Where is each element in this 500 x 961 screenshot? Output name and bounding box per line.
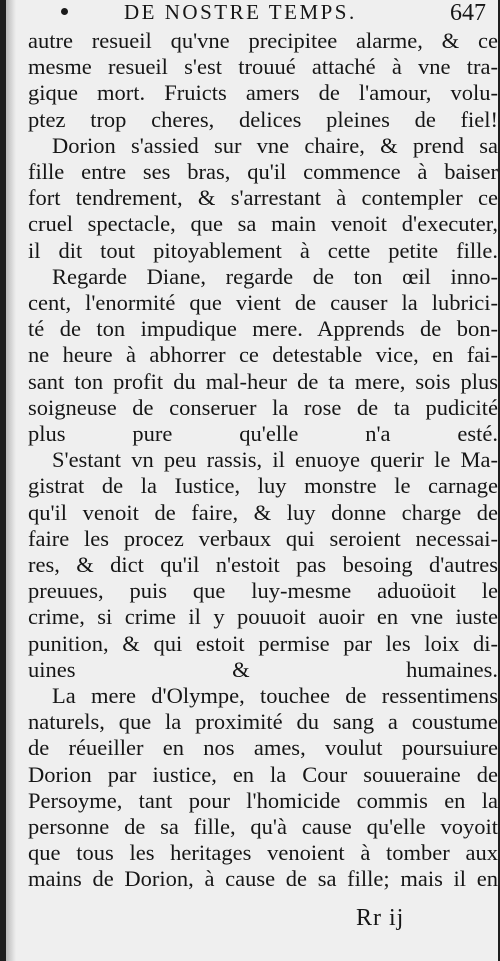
text-line: cent, l'enormité que vient de causer la lubrici- [28, 290, 498, 315]
text-line: personne de sa fille, qu'à cause qu'elle voyoit [28, 814, 498, 839]
text-line: Regarde Diane, regarde de ton œil inno- [52, 263, 498, 289]
text-line: que tous les heritages venoient à tomber aux [28, 840, 498, 866]
text-line: té de ton impudique mere. Apprends de bon- [28, 316, 498, 342]
text-line: ne heure à abhorrer ce detestable vice, en fai- [28, 342, 498, 368]
text-line: Dorion par iustice, en la Cour souueraine de [28, 761, 498, 787]
text-line: mains de Dorion, à cause de sa fille; mais il en [28, 866, 498, 892]
text-line: faire les procez verbaux qui seroient necessai- [28, 525, 498, 551]
ink-mark [61, 8, 68, 15]
text-line: il dit tout pitoyablement à cette petite fille. [28, 237, 498, 263]
text-line: uines & humaines. [28, 656, 498, 682]
text-line: S'estant vn peu rassis, il enuoye querir le Ma- [52, 447, 498, 473]
text-line: gique mort. Fruicts amers de l'amour, volu- [28, 80, 498, 106]
text-line: soigneuse de conseruer la rose de ta pudicité [28, 394, 498, 420]
text-line: cruel spectacle, que sa main venoit d'executer, [28, 211, 498, 237]
running-head: DE NOSTRE TEMPS. [124, 0, 357, 24]
text-line: ptez trop cheres, delices pleines de fiel! [28, 106, 498, 132]
text-line: gistrat de la Iustice, luy monstre le carnage [28, 473, 498, 499]
text-line: Persoyme, tant pour l'homicide commis en la [28, 787, 498, 813]
text-line: naturels, que la proximité du sang a coustume [28, 709, 498, 735]
text-line: fille entre ses bras, qu'il commence à baiser [28, 159, 498, 184]
text-line: fort tendrement, & s'arrestant à contempler ce [28, 185, 498, 211]
text-line: de réueiller en nos ames, voulut poursuiure [28, 735, 498, 761]
text-line: Dorion s'assied sur vne chaire, & prend sa [52, 132, 498, 158]
text-line: sant ton profit du mal-heur de ta mere, sois plus [28, 368, 498, 394]
text-line: qu'il venoit de faire, & luy donne charge de [28, 499, 498, 525]
text-line: preuues, puis que luy-mesme aduoüoit le [28, 578, 498, 604]
text-line: La mere d'Olympe, touchee de ressentimens [52, 683, 498, 708]
text-line: res, & dict qu'il n'estoit pas besoing d'autres [28, 552, 498, 577]
book-page [6, 0, 498, 961]
text-line: punition, & qui estoit permise par les loix di- [28, 630, 498, 656]
signature-mark: Rr ij [356, 905, 405, 931]
text-line: autre resueil qu'vne precipitee alarme, & ce [28, 28, 498, 53]
text-line: crime, si crime il y pouuoit auoir en vne iuste [28, 604, 498, 630]
text-line: mesme resueil s'est trouué attaché à vne tra- [28, 54, 498, 80]
text-line: plus pure qu'elle n'a esté. [28, 421, 498, 446]
page-number: 647 [450, 0, 486, 26]
page-header [6, 0, 498, 28]
